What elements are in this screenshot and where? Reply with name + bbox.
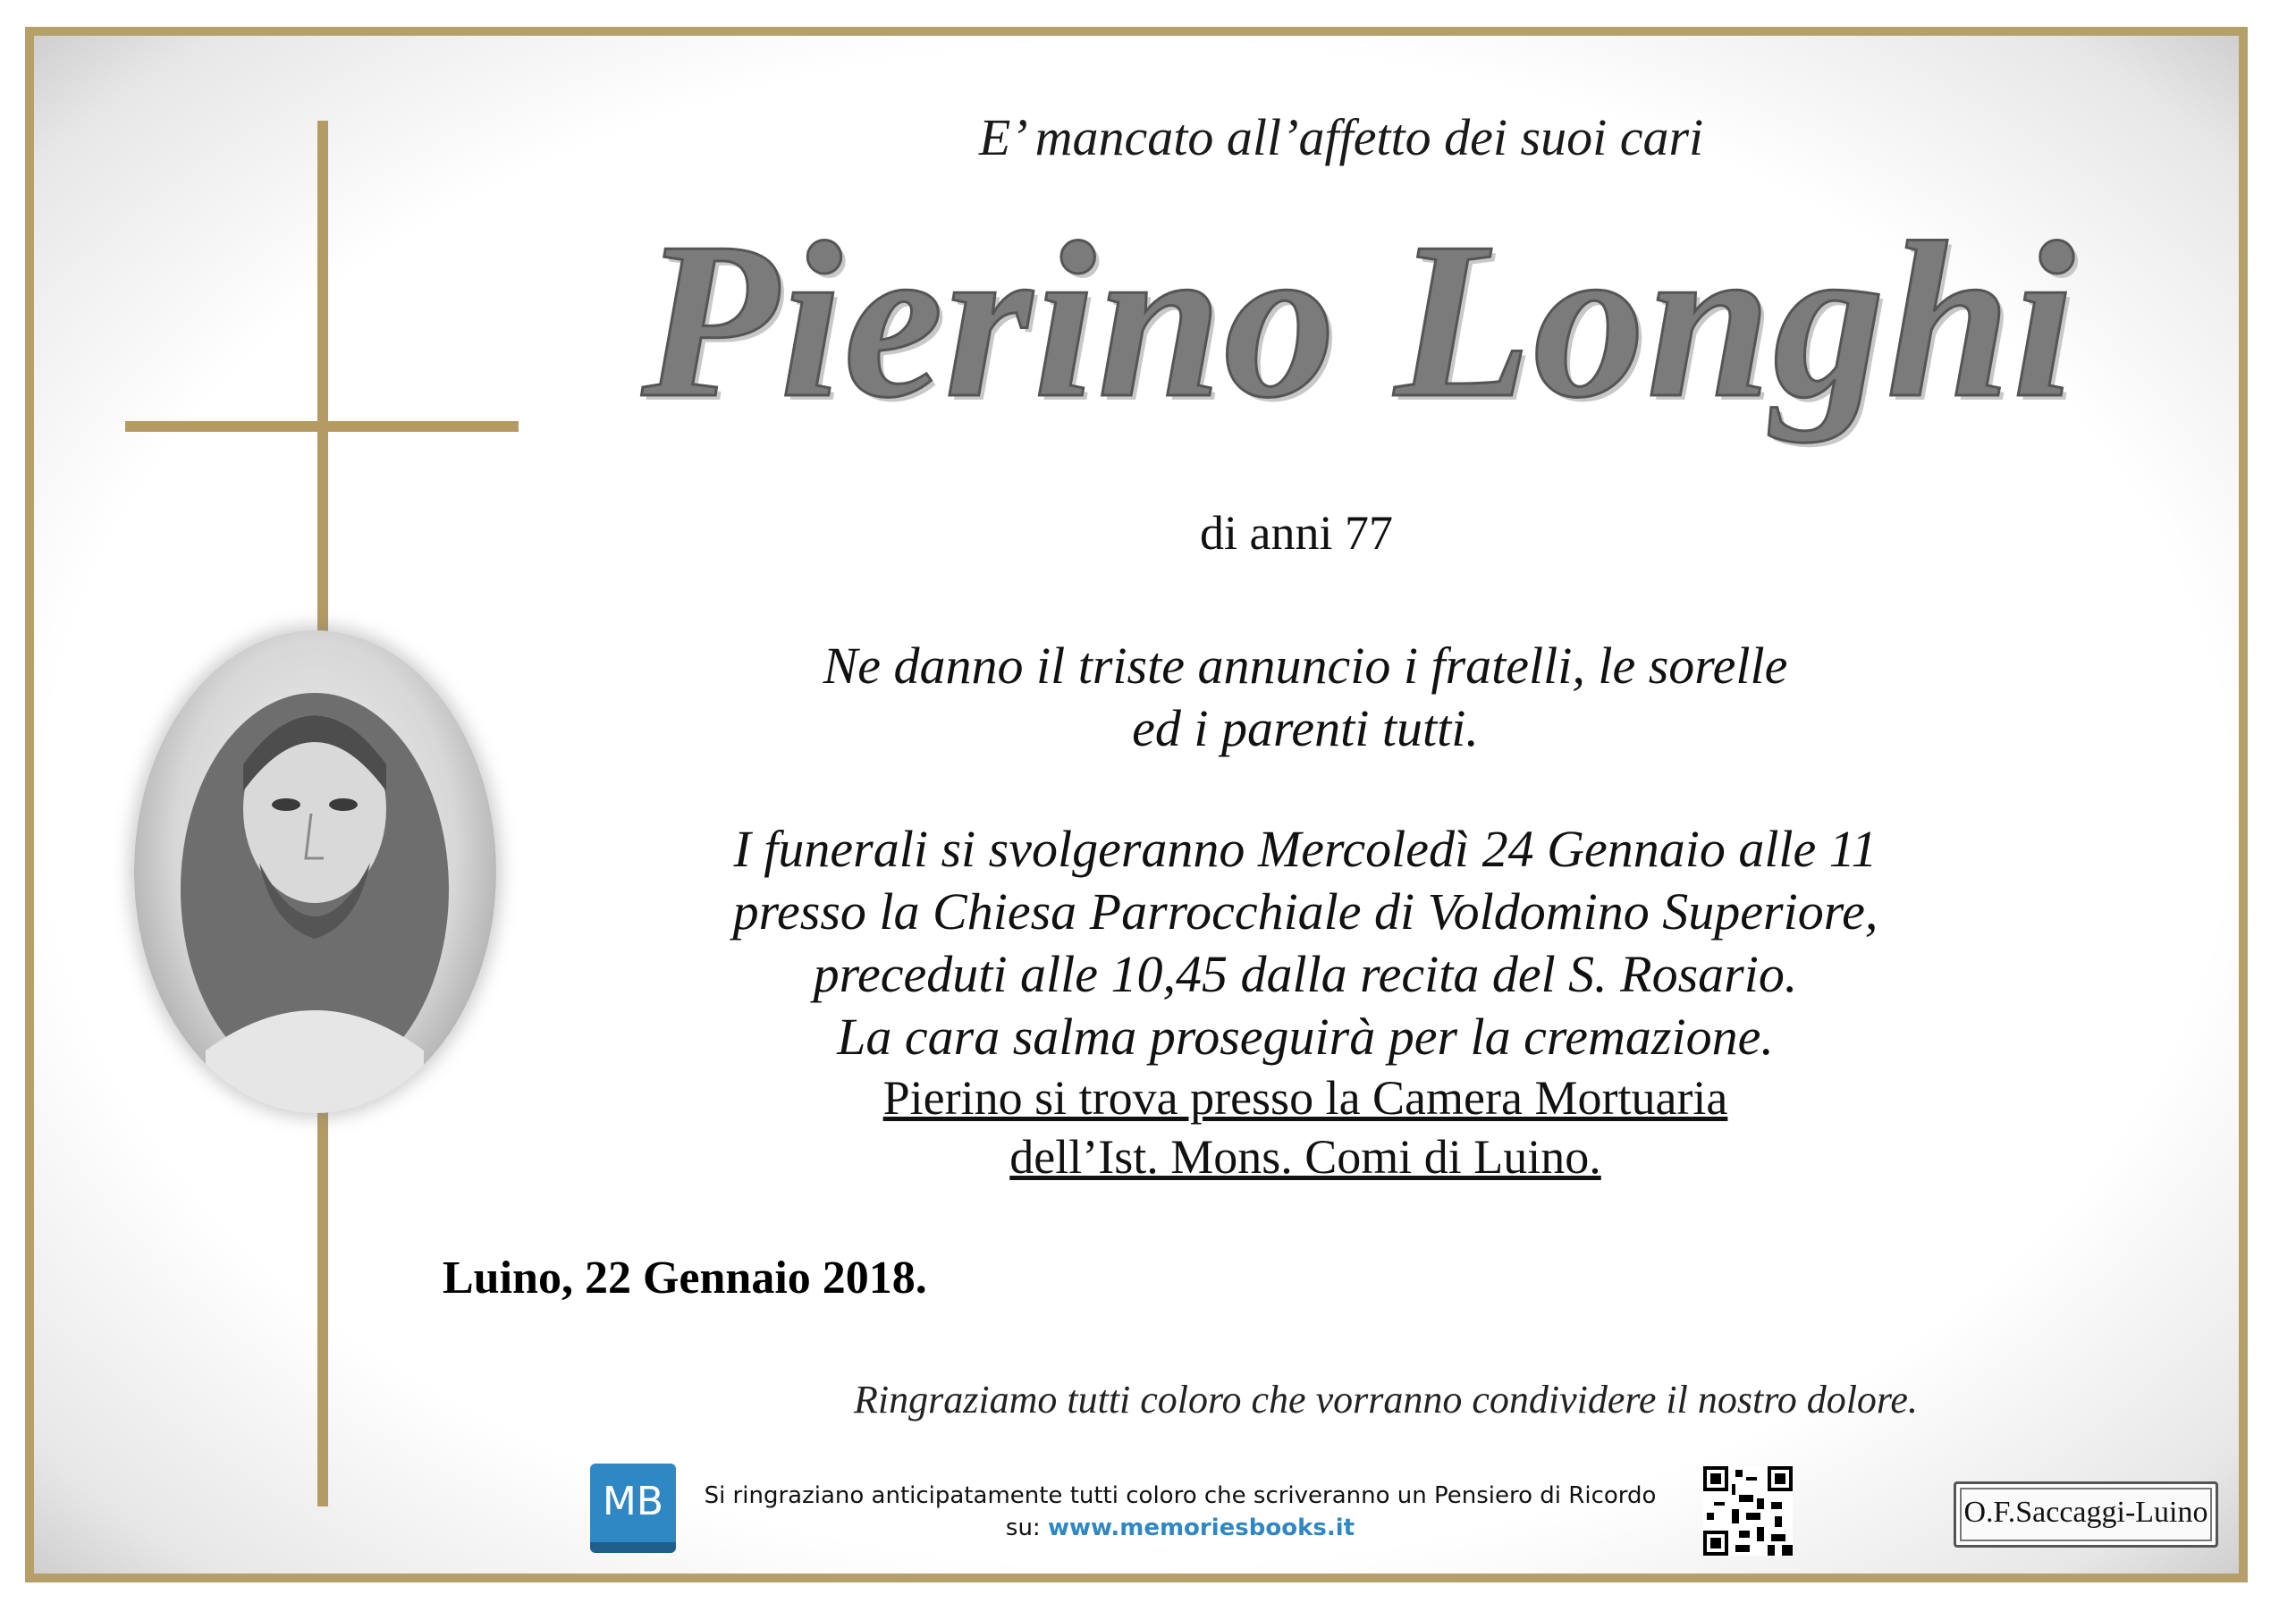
age-text: di anni 77 xyxy=(1200,506,1393,560)
location-line: Pierino si trova presso la Camera Mortuaria xyxy=(882,1071,1728,1125)
memoriesbooks-logo-icon: MB xyxy=(590,1464,676,1553)
funeral-line: preceduti alle 10,45 dalla recita del S. Rosario. xyxy=(813,945,1798,1003)
qr-code-icon[interactable] xyxy=(1703,1466,1793,1556)
location-line: dell’Ist. Mons. Comi di Luino. xyxy=(1009,1130,1601,1184)
announcement-line: Ne danno il triste annuncio i fratelli, le sorelle xyxy=(823,637,1788,695)
memoriesbooks-message-line: Si ringraziano anticipatamente tutti coloro che scriveranno un Pensiero di Ricordo xyxy=(704,1482,1657,1509)
thanks-text: Ringraziamo tutti coloro che vorranno condividere il nostro dolore. xyxy=(854,1378,1918,1422)
funeral-line: presso la Chiesa Parrocchiale di Voldomino Superiore, xyxy=(732,882,1878,941)
location-paragraph xyxy=(680,1068,1931,1186)
funeral-details-paragraph xyxy=(501,818,2110,1068)
link-prefix: su: xyxy=(1005,1515,1041,1541)
place-date: Luino, 22 Gennaio 2018. xyxy=(443,1253,927,1304)
intro-text: E’ mancato all’affetto dei suoi cari xyxy=(978,108,1704,166)
funeral-line: La cara salma proseguirà per la cremazione. xyxy=(837,1008,1774,1066)
announcement-line: ed i parenti tutti. xyxy=(1132,699,1479,757)
religious-portrait-image xyxy=(134,630,496,1113)
announcement-paragraph xyxy=(626,635,1985,760)
funeral-line: I funerali si svolgeranno Mercoledì 24 Gennaio alle 11 xyxy=(733,820,1878,878)
funeral-home-seal: O.F.Saccaggi-Luino xyxy=(1954,1481,2218,1548)
deceased-name: Pierino Longhi xyxy=(641,197,2077,444)
cross-horizontal-bar xyxy=(125,421,519,432)
memoriesbooks-message xyxy=(688,1480,1672,1544)
memoriesbooks-link[interactable]: www.memoriesbooks.it xyxy=(1047,1515,1355,1541)
